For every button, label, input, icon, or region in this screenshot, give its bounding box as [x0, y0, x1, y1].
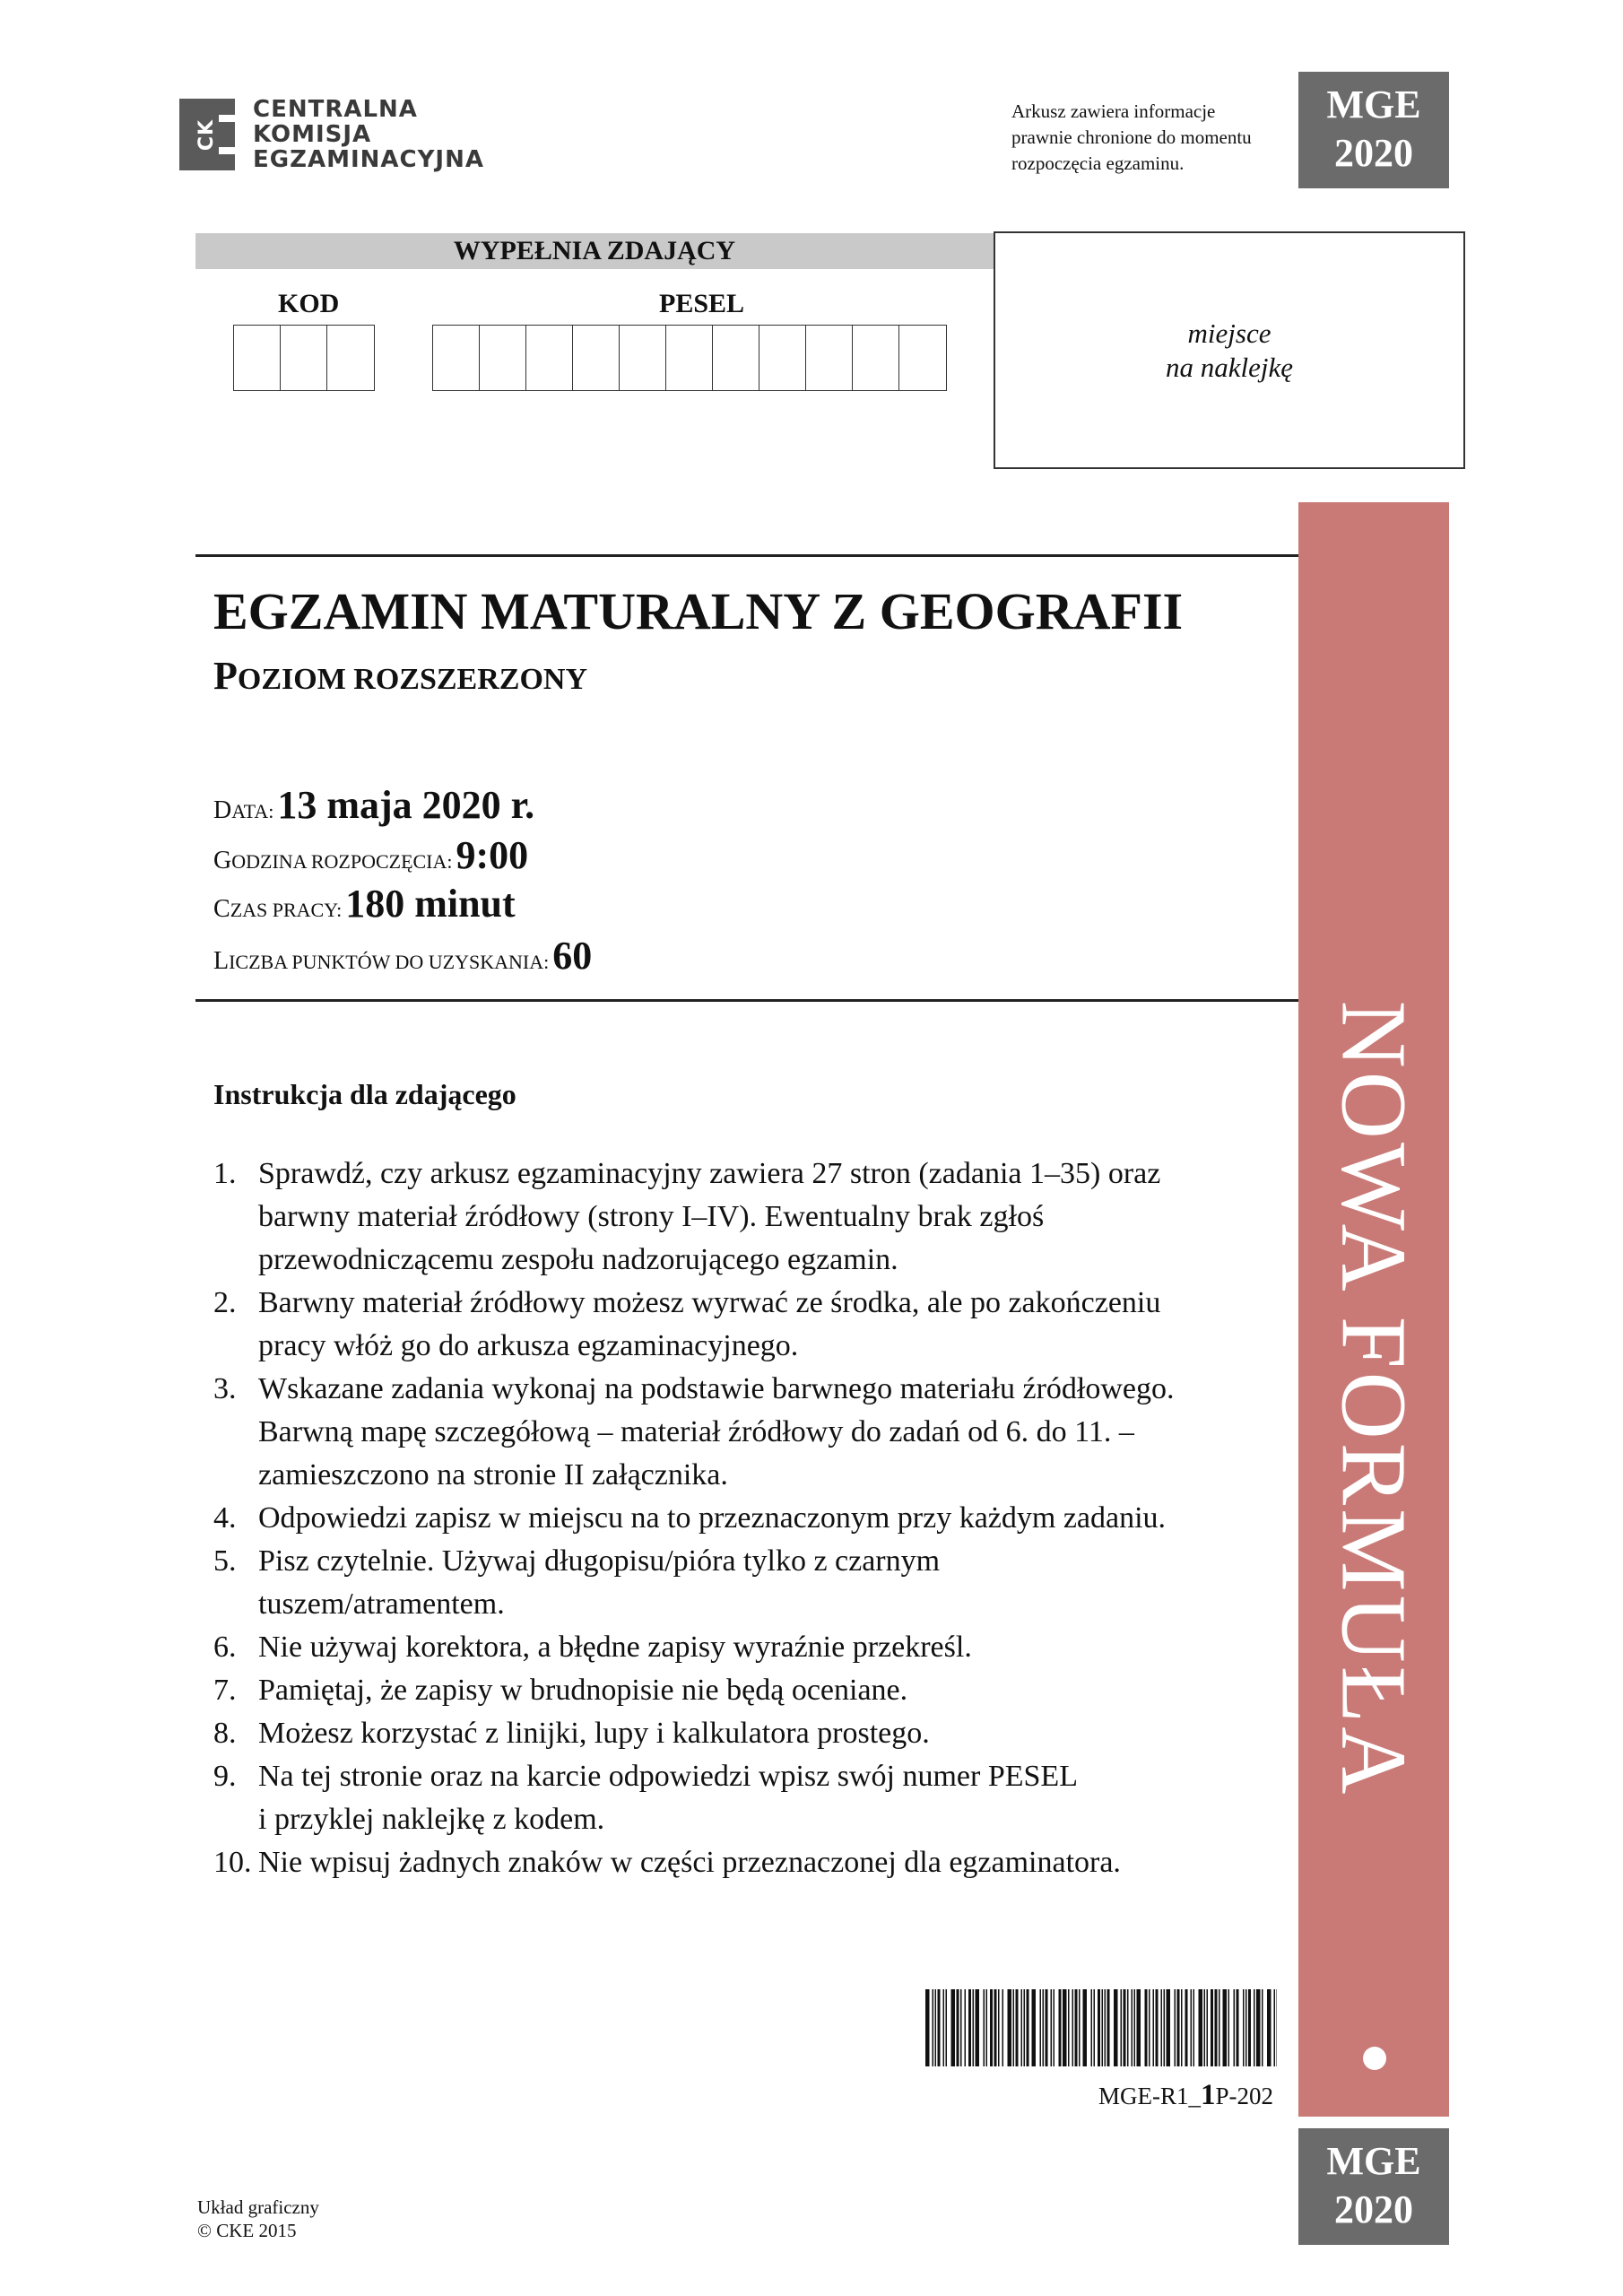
barcode-bar: [973, 1989, 975, 2066]
barcode-bar: [1234, 1989, 1236, 2066]
barcode-bar: [1204, 1989, 1206, 2066]
notice-line-3: rozpoczęcia egzaminu.: [1011, 152, 1185, 174]
meta-start-value: 9:00: [456, 833, 529, 877]
confidentiality-notice: [1011, 99, 1298, 177]
barcode-bar: [938, 1989, 941, 2066]
instruction-item: [213, 1712, 1289, 1755]
barcode-bar: [951, 1989, 956, 2066]
barcode-bar: [1254, 1989, 1255, 2066]
sticker-line-1: miejsce: [1187, 317, 1271, 349]
barcode-bar: [1079, 1989, 1081, 2066]
instruction-item: [213, 1368, 1289, 1497]
meta-duration-value: 180 minut: [345, 882, 516, 926]
barcode-bar: [1008, 1989, 1012, 2066]
barcode-bar: [968, 1989, 971, 2066]
instruction-text: Pamiętaj, że zapisy w brudnopisie nie będą oceniane.: [258, 1674, 908, 1707]
footer: [197, 2196, 319, 2242]
instructions-list: [213, 1152, 1289, 1884]
barcode-bar: [986, 1989, 988, 2066]
barcode-bar: [1237, 1989, 1239, 2066]
meta-date-value: 13 maja 2020 r.: [277, 783, 535, 827]
barcode-bar: [1127, 1989, 1129, 2066]
meta-duration: [213, 881, 516, 926]
barcode-bar: [1193, 1989, 1195, 2066]
instruction-item: [213, 1841, 1289, 1884]
meta-duration-key-initial: C: [213, 895, 230, 923]
barcode: [925, 1989, 1277, 2066]
exam-code-bottom-line1: MGE: [1326, 2139, 1421, 2183]
instructions-heading: Instrukcja dla zdającego: [213, 1078, 516, 1110]
meta-points-value: 60: [552, 934, 593, 978]
cke-logo-mark-text: CK: [195, 118, 219, 151]
exam-code-top-line1: MGE: [1326, 83, 1421, 126]
instruction-number: 5.: [213, 1544, 237, 1578]
barcode-prefix: MGE-R1_: [1098, 2083, 1201, 2109]
notice-line-2: prawnie chronione do momentu: [1011, 126, 1252, 148]
barcode-bar: [946, 1989, 948, 2066]
logo-line-2: KOMISJA: [253, 121, 372, 148]
instruction-number: 3.: [213, 1372, 237, 1405]
barcode-bar: [1219, 1989, 1220, 2066]
instruction-text: Sprawdź, czy arkusz egzaminacyjny zawiera 27 stron (zadania 1–35) oraz barwny materiał źródłowy (strony I–IV). Ewentualny brak zgłoś przewodniczącemu zespołu nadzorującego egzamin.: [258, 1157, 1161, 1276]
logo-line-3: EGZAMINACYJNA: [253, 146, 484, 173]
barcode-bar: [1185, 1989, 1188, 2066]
barcode-bar: [1167, 1989, 1171, 2066]
barcode-bar: [943, 1989, 945, 2066]
instruction-number: 2.: [213, 1286, 237, 1319]
band-text: NOWA FORMUŁA: [1322, 1000, 1426, 1798]
barcode-bar: [1063, 1989, 1067, 2066]
exam-code-bottom-line2: 2020: [1334, 2187, 1413, 2231]
instruction-text: Pisz czytelnie. Używaj długopisu/pióra tylko z czarnym tuszem/atramentem.: [258, 1544, 941, 1621]
instruction-item: [213, 1497, 1289, 1540]
pesel-cell[interactable]: [433, 326, 480, 390]
exam-code-box-bottom: [1298, 2128, 1449, 2245]
barcode-bar: [1107, 1989, 1110, 2066]
exam-code-top-line2: 2020: [1334, 131, 1413, 175]
instruction-text: Barwny materiał źródłowy możesz wyrwać ze środka, ale po zakończeniu pracy włóż go do arkusza egzaminacyjnego.: [258, 1286, 1161, 1362]
barcode-bar: [1024, 1989, 1026, 2066]
barcode-bar: [1256, 1989, 1261, 2066]
barcode-bar: [1002, 1989, 1004, 2066]
instruction-text: Nie używaj korektora, a błędne zapisy wyraźnie przekreśl.: [258, 1631, 972, 1664]
pesel-cell[interactable]: [853, 326, 899, 390]
barcode-bar: [1059, 1989, 1062, 2066]
instruction-number: 6.: [213, 1631, 237, 1664]
instruction-number: 7.: [213, 1674, 237, 1707]
barcode-bar: [1156, 1989, 1159, 2066]
instruction-text: Odpowiedzi zapisz w miejscu na to przeznaczonym przy każdym zadaniu.: [258, 1501, 1167, 1535]
barcode-bar: [1013, 1989, 1015, 2066]
barcode-bar: [984, 1989, 985, 2066]
instruction-item: [213, 1669, 1289, 1712]
barcode-bar: [1248, 1989, 1251, 2066]
barcode-bar: [1046, 1989, 1048, 2066]
pesel-cell[interactable]: [666, 326, 713, 390]
barcode-bar: [1137, 1989, 1141, 2066]
barcode-bar: [1267, 1989, 1271, 2066]
kod-cell[interactable]: [234, 326, 281, 390]
notice-line-1: Arkusz zawiera informacje: [1011, 100, 1216, 122]
barcode-bar: [1105, 1989, 1107, 2066]
meta-points: [213, 933, 592, 978]
footer-line-1: Układ graficzny: [197, 2196, 319, 2218]
instruction-text: Na tej stronie oraz na karcie odpowiedzi wpisz swój numer PESEL i przyklej naklejkę z kodem.: [258, 1760, 1078, 1836]
instruction-number: 9.: [213, 1760, 237, 1793]
barcode-bar: [1262, 1989, 1263, 2066]
barcode-bar: [960, 1989, 962, 2066]
instruction-item: [213, 1540, 1289, 1626]
instruction-number: 8.: [213, 1717, 237, 1750]
barcode-bar: [1199, 1989, 1203, 2066]
cke-logo: [179, 96, 484, 173]
barcode-bar: [935, 1989, 937, 2066]
barcode-bar: [1094, 1989, 1096, 2066]
kod-cell[interactable]: [281, 326, 327, 390]
pesel-input-cells[interactable]: [432, 325, 947, 391]
barcode-bar: [1121, 1989, 1123, 2066]
exam-level-initial: P: [213, 654, 238, 698]
barcode-bar: [1177, 1989, 1180, 2066]
barcode-bar: [1054, 1989, 1055, 2066]
barcode-bar: [1164, 1989, 1166, 2066]
instruction-item: [213, 1282, 1289, 1368]
barcode-bar: [933, 1989, 934, 2066]
instruction-text: Możesz korzystać z linijki, lupy i kalkulatora prostego.: [258, 1717, 930, 1750]
sticker-line-2: na naklejkę: [1165, 351, 1293, 383]
exam-level: [213, 653, 587, 699]
barcode-bar: [976, 1989, 980, 2066]
barcode-bar: [1161, 1989, 1163, 2066]
exam-level-rest: OZIOM ROZSZERZONY: [237, 663, 588, 696]
barcode-bar: [1016, 1989, 1019, 2066]
meta-duration-key: ZAS PRACY:: [230, 899, 343, 921]
exam-code-box-top: [1298, 72, 1449, 188]
barcode-bar: [1032, 1989, 1037, 2066]
meta-start-key: ODZINA ROZPOCZĘCIA:: [231, 850, 453, 873]
pesel-cell[interactable]: [899, 326, 946, 390]
instruction-text: Nie wpisuj żadnych znaków w części przeznaczonej dla egzaminatora.: [258, 1846, 1121, 1879]
title-rule-bottom: [195, 999, 1298, 1002]
exam-title: EGZAMIN MATURALNY Z GEOGRAFII: [213, 582, 1184, 640]
barcode-bar: [1132, 1989, 1133, 2066]
barcode-bar: [1075, 1989, 1078, 2066]
cke-logo-mark: [179, 99, 235, 170]
barcode-bar: [990, 1989, 993, 2066]
barcode-bar: [1098, 1989, 1100, 2066]
barcode-bar: [1083, 1989, 1088, 2066]
barcode-bar: [1102, 1989, 1104, 2066]
footer-line-2: © CKE 2015: [197, 2220, 297, 2241]
barcode-bar: [1040, 1989, 1042, 2066]
barcode-bar: [1211, 1989, 1213, 2066]
barcode-bar: [1215, 1989, 1218, 2066]
barcode-bar: [994, 1989, 997, 2066]
barcode-bar: [1181, 1989, 1183, 2066]
barcode-bar: [1124, 1989, 1126, 2066]
kod-cell[interactable]: [327, 326, 374, 390]
barcode-bar: [1223, 1989, 1228, 2066]
barcode-bar: [1145, 1989, 1148, 2066]
barcode-code: [915, 2079, 1273, 2112]
barcode-bar: [1207, 1989, 1209, 2066]
sticker-placeholder: [994, 231, 1465, 469]
barcode-bar: [1027, 1989, 1029, 2066]
instruction-number: 4.: [213, 1501, 237, 1535]
cke-logo-text: [253, 97, 484, 172]
barcode-bar: [998, 1989, 1000, 2066]
barcode-bar: [1021, 1989, 1023, 2066]
barcode-bar: [1068, 1989, 1070, 2066]
barcode-bar: [1043, 1989, 1045, 2066]
barcode-bar: [925, 1989, 930, 2066]
pesel-label: PESEL: [659, 289, 745, 318]
barcode-bar: [1175, 1989, 1176, 2066]
pesel-cell[interactable]: [526, 326, 573, 390]
barcode-bar: [1134, 1989, 1136, 2066]
side-band: [1298, 502, 1449, 2117]
barcode-bar: [1243, 1989, 1245, 2066]
barcode-bar: [965, 1989, 967, 2066]
instruction-number: 1.: [213, 1157, 237, 1190]
barcode-bar: [957, 1989, 959, 2066]
candidate-fill-header: WYPEŁNIA ZDAJĄCY: [195, 233, 994, 269]
barcode-bar: [1149, 1989, 1150, 2066]
pesel-cell[interactable]: [713, 326, 759, 390]
band-dot: [1363, 2047, 1386, 2070]
logo-line-1: CENTRALNA: [253, 96, 418, 123]
kod-input-cells[interactable]: [233, 325, 375, 391]
pesel-cell[interactable]: [573, 326, 620, 390]
barcode-bar: [1072, 1989, 1074, 2066]
barcode-bar: [1277, 1989, 1278, 2066]
instruction-number: 10.: [213, 1846, 252, 1879]
barcode-bar: [1153, 1989, 1155, 2066]
barcode-bar: [1191, 1989, 1193, 2066]
title-rule-top: [195, 554, 1298, 557]
pesel-cell[interactable]: [759, 326, 806, 390]
kod-label: KOD: [278, 289, 340, 318]
pesel-cell[interactable]: [620, 326, 666, 390]
instruction-text: Wskazane zadania wykonaj na podstawie barwnego materiału źródłowego. Barwną mapę szczegółową – materiał źródłowy do zadań od 6. do 11. – zamieszczono na stronie II załącznika.: [258, 1372, 1175, 1492]
meta-date-key: ATA:: [231, 800, 274, 822]
meta-start-time: [213, 832, 528, 878]
pesel-cell[interactable]: [480, 326, 526, 390]
barcode-bar: [1245, 1989, 1247, 2066]
barcode-bar: [1091, 1989, 1093, 2066]
meta-start-key-initial: G: [213, 847, 232, 874]
barcode-suffix: P-202: [1215, 2083, 1273, 2109]
meta-date: [213, 782, 534, 828]
barcode-bar: [1114, 1989, 1118, 2066]
instruction-item: [213, 1626, 1289, 1669]
barcode-big: 1: [1200, 2079, 1216, 2111]
barcode-bar: [1051, 1989, 1053, 2066]
barcode-bar: [1228, 1989, 1230, 2066]
instruction-item: [213, 1152, 1289, 1282]
instruction-item: [213, 1755, 1289, 1841]
pesel-cell[interactable]: [806, 326, 853, 390]
meta-points-key-initial: L: [213, 947, 230, 975]
meta-date-key-initial: D: [213, 796, 232, 824]
meta-points-key: ICZBA PUNKTÓW DO UZYSKANIA:: [229, 951, 550, 973]
barcode-bar: [1274, 1989, 1276, 2066]
